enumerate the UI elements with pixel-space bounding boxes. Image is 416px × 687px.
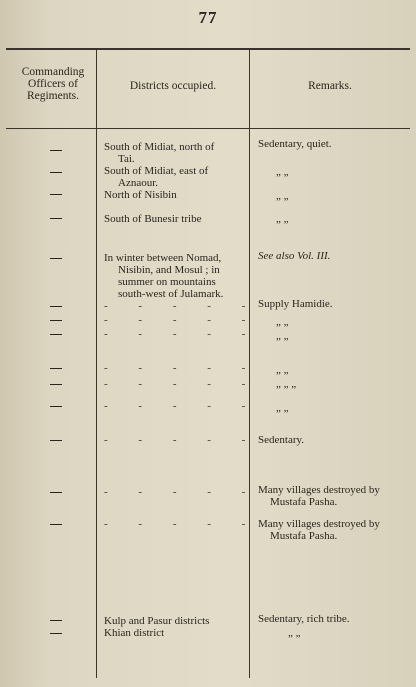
leader-dots: - - - - - [104,328,260,340]
district-line: Aznaour. [118,177,159,189]
remark-line: „ „ [276,330,289,342]
commander-dash [50,492,62,493]
district-line: Kulp and Pasur districts [104,615,210,627]
district-line: North of Nisibin [104,189,177,201]
remark-line: See also Vol. III. [258,250,331,262]
remark-line: „ „ [288,627,301,639]
district-line: Tai. [118,153,135,165]
leader-dots: - - - - - [104,314,260,326]
commander-dash [50,633,62,634]
commander-dash [50,320,62,321]
header-commanding-officers: Commanding Officers of Regiments. [21,66,85,102]
district-line: South of Midiat, north of [104,141,215,153]
commander-dash [50,172,62,173]
leader-dots: - - - - - [104,400,260,412]
district-line: South of Midiat, east of [104,165,209,177]
header-remarks: Remarks. [308,80,352,92]
header-bottom-rule [6,128,410,129]
remark-line: „ „ [276,402,289,414]
table-top-rule [6,48,410,50]
commander-dash [50,258,62,259]
remark-line: „ „ [276,364,289,376]
remark-line: Many villages destroyed by [258,484,380,496]
header-districts-occupied: Districts occupied. [129,80,217,92]
leader-dots: - - - - - [104,486,260,498]
commander-dash [50,406,62,407]
leader-dots: - - - - - [104,300,260,312]
remark-line: „ „ [276,316,289,328]
commander-dash [50,384,62,385]
remark-line: Mustafa Pasha. [270,530,338,542]
remark-line: Many villages destroyed by [258,518,380,530]
district-line: In winter between Nomad, [104,252,222,264]
remark-line: Sedentary, quiet. [258,138,332,150]
remark-line: „ „ „ [276,378,297,390]
district-line: south-west of Julamark. [118,288,224,300]
remark-line: „ „ [276,166,289,178]
leader-dots: - - - - - [104,434,260,446]
remark-line: „ „ [276,213,289,225]
district-line: Khian district [104,627,165,639]
leader-dots: - - - - - [104,518,260,530]
column-divider-1 [96,50,97,678]
remark-line: Sedentary. [258,434,305,446]
district-line: Nisibin, and Mosul ; in [118,264,220,276]
remark-line: „ „ [276,190,289,202]
remark-line: Supply Hamidie. [258,298,333,310]
commander-dash [50,440,62,441]
commander-dash [50,194,62,195]
commander-dash [50,150,62,151]
district-line: South of Bunesir tribe [104,213,202,225]
remark-line: Mustafa Pasha. [270,496,338,508]
commander-dash [50,218,62,219]
commander-dash [50,524,62,525]
district-line: summer on mountains [118,276,216,288]
page-number: 77 [198,8,218,27]
leader-dots: - - - - - [104,362,260,374]
leader-dots: - - - - - [104,378,260,390]
remark-line: Sedentary, rich tribe. [258,613,350,625]
commander-dash [50,306,62,307]
commander-dash [50,334,62,335]
commander-dash [50,368,62,369]
commander-dash [50,620,62,621]
